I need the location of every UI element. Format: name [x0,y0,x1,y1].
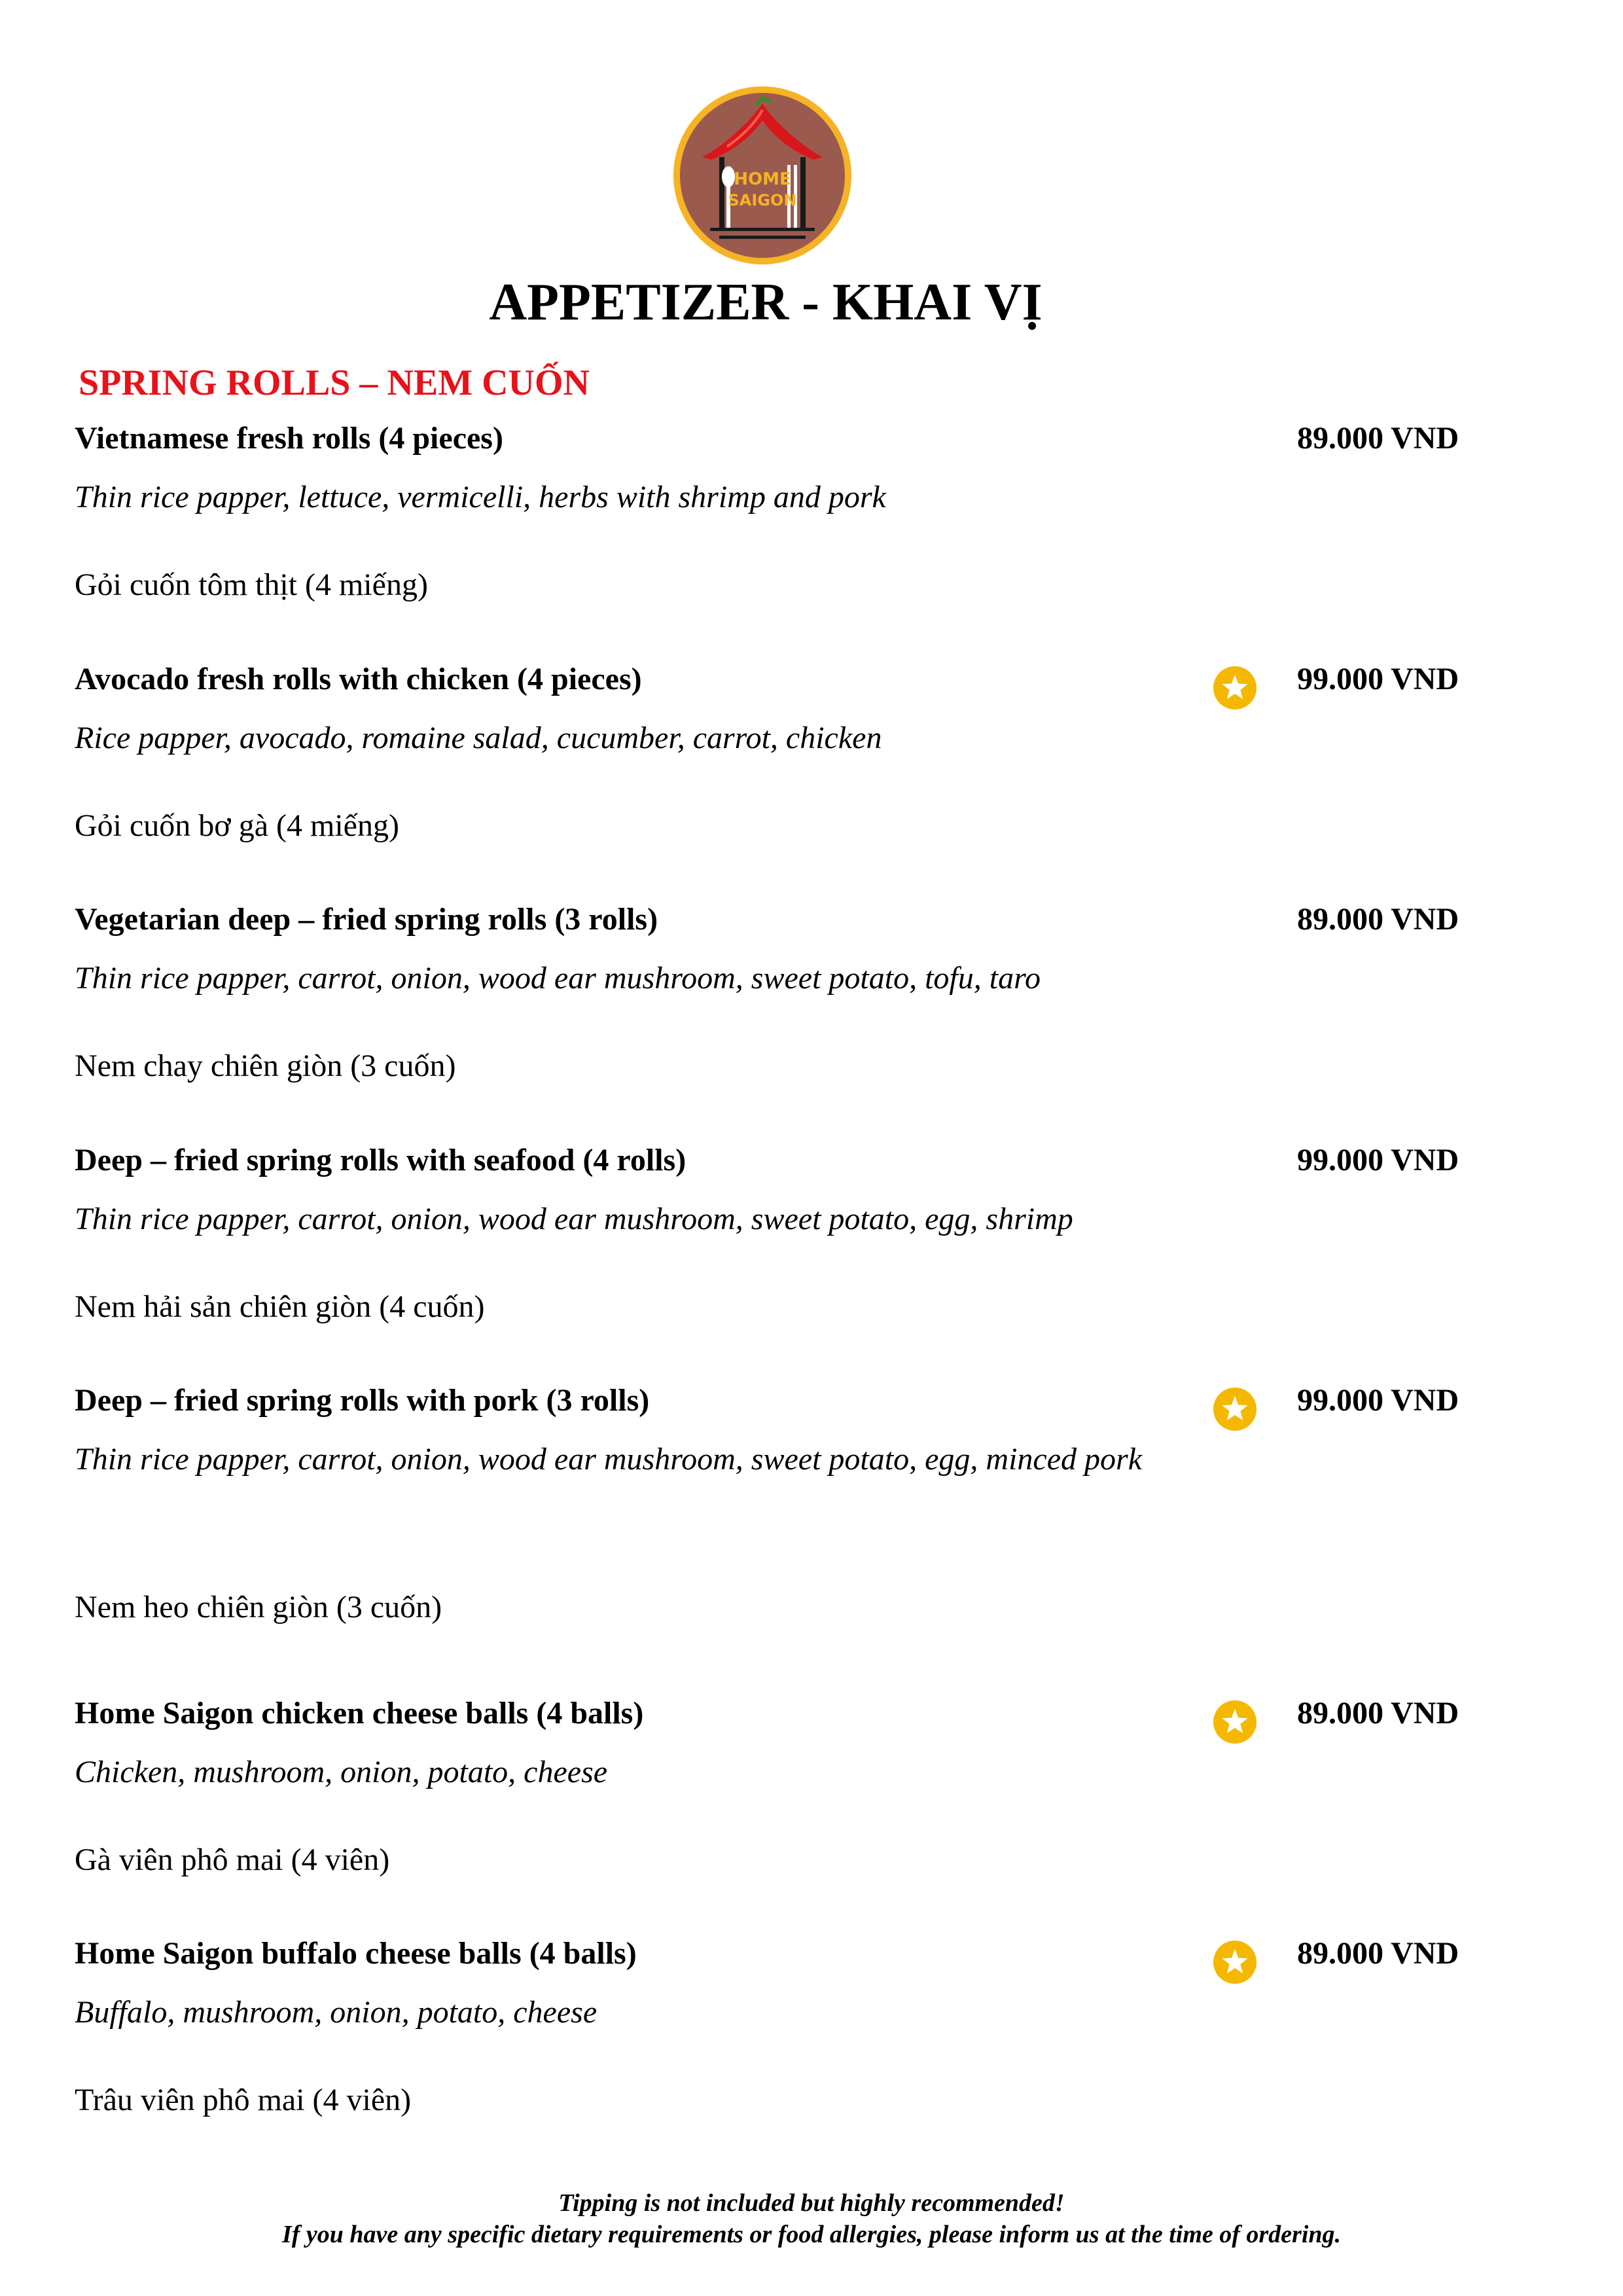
page-title: APPETIZER - KHAI VỊ [489,274,1043,331]
item-price: 89.000 VND [1297,1936,1459,1971]
menu-item [75,1381,1482,1624]
item-description: Thin rice papper, carrot, onion, wood ear mushroom, sweet potato, egg, shrimp [75,1202,1073,1236]
footer-note [0,2187,1623,2250]
item-price: 99.000 VND [1297,1143,1459,1177]
footer-allergy-note: If you have any specific dietary requirements or food allergies, please inform us at the time of ordering. [281,2221,1342,2248]
item-name: Vietnamese fresh rolls (4 pieces) [75,421,503,456]
item-price: 99.000 VND [1297,1383,1459,1418]
item-description: Thin rice papper, lettuce, vermicelli, herbs with shrimp and pork [75,480,886,514]
star-icon [1213,1700,1257,1744]
item-price: 99.000 VND [1297,662,1459,696]
item-vietnamese-name: Gỏi cuốn bơ gà (4 miếng) [75,808,399,843]
home-saigon-logo-icon [671,84,854,267]
menu-item [75,1694,1482,1890]
item-vietnamese-name: Nem hải sản chiên giòn (4 cuốn) [75,1289,485,1324]
item-description: Rice papper, avocado, romaine salad, cucumber, carrot, chicken [75,721,882,755]
item-description: Buffalo, mushroom, onion, potato, cheese [75,1995,597,2030]
star-icon [1213,1941,1257,1984]
item-description: Chicken, mushroom, onion, potato, cheese [75,1755,608,1789]
item-name: Home Saigon chicken cheese balls (4 balls) [75,1696,644,1731]
menu-item [75,1934,1482,2130]
item-name: Deep – fried spring rolls with pork (3 rolls) [75,1383,650,1418]
item-description: Thin rice papper, carrot, onion, wood ear mushroom, sweet potato, tofu, taro [75,961,1041,996]
menu-item [75,1141,1482,1337]
item-name: Avocado fresh rolls with chicken (4 pieces) [75,662,642,696]
item-price: 89.000 VND [1297,421,1459,456]
footer-tipping-note: Tipping is not included but highly recommended! [558,2189,1065,2217]
menu-item [75,900,1482,1096]
item-vietnamese-name: Nem chay chiên giòn (3 cuốn) [75,1049,456,1083]
svg-text:HOME: HOME [734,170,791,189]
item-vietnamese-name: Nem heo chiên giòn (3 cuốn) [75,1590,442,1624]
item-vietnamese-name: Trâu viên phô mai (4 viên) [75,2083,412,2117]
menu-item [75,660,1482,856]
svg-text:SAIGON: SAIGON [728,191,797,209]
item-price: 89.000 VND [1297,1696,1459,1731]
item-name: Vegetarian deep – fried spring rolls (3 rolls) [75,902,658,937]
restaurant-logo [671,84,854,267]
item-name: Deep – fried spring rolls with seafood (4 rolls) [75,1143,687,1177]
item-name: Home Saigon buffalo cheese balls (4 balls) [75,1936,637,1971]
star-icon [1213,1388,1257,1431]
star-icon [1213,666,1257,709]
menu-item [75,419,1482,615]
item-vietnamese-name: Gà viên phô mai (4 viên) [75,1842,390,1877]
item-description: Thin rice papper, carrot, onion, wood ear mushroom, sweet potato, egg, minced pork [75,1442,1142,1477]
section-title: SPRING ROLLS – NEM CUỐN [79,363,590,403]
item-price: 89.000 VND [1297,902,1459,937]
item-vietnamese-name: Gỏi cuốn tôm thịt (4 miếng) [75,567,428,602]
